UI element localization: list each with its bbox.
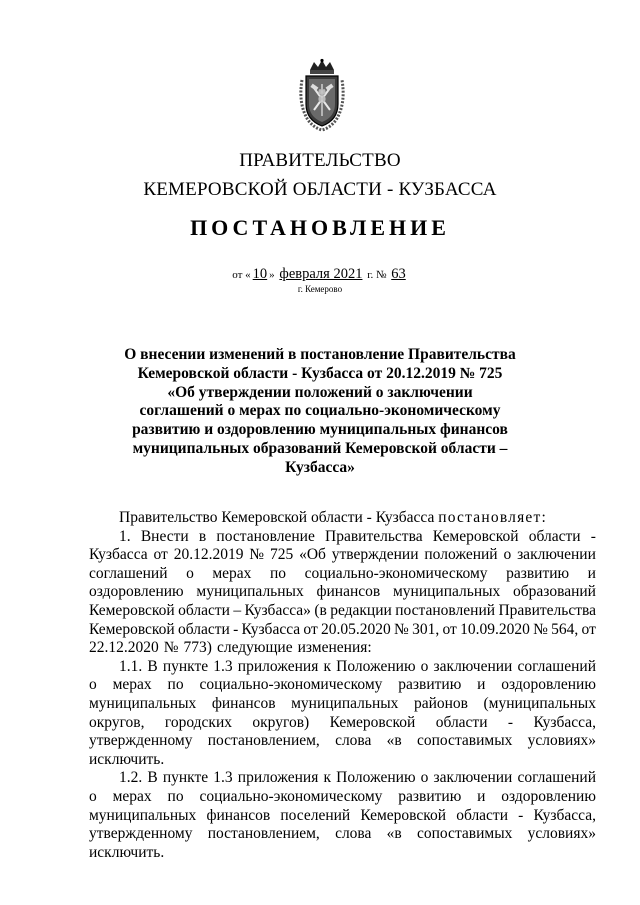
body-text-line [89, 621, 596, 640]
subject-line: Кузбасса» [285, 458, 355, 476]
body-word: социально-экономическому [304, 564, 488, 582]
body-word: № [533, 620, 548, 638]
body-word: утверждении [331, 546, 419, 564]
body-word: условиях» [527, 825, 596, 843]
body-word: - [233, 620, 239, 638]
body-word: по [167, 676, 184, 694]
body-word: соглашений [517, 769, 596, 787]
body-word: Кемеровской [329, 713, 416, 731]
body-text-line [89, 546, 596, 565]
body-text-line [89, 769, 596, 788]
body-word: пункте [162, 769, 209, 787]
document-type-title: ПОСТАНОВЛЕНИЕ [190, 215, 450, 240]
body-word: оздоровлению [501, 676, 596, 694]
body-word: области [435, 713, 488, 731]
date-quote-close: » [269, 269, 275, 281]
body-word: финансов [211, 694, 276, 712]
body-word: от [442, 620, 457, 638]
body-word: развитию [506, 564, 570, 582]
body-word: и [477, 787, 486, 805]
body-text-line [89, 825, 596, 844]
body-word: оздоровлению [501, 787, 596, 805]
body-word: Внести [140, 527, 189, 545]
subject-line: «Об утверждении положений о заключении [167, 383, 473, 401]
body-text-line [89, 639, 596, 658]
body-word: развитию [398, 787, 462, 805]
body-text-line [89, 528, 596, 547]
body-word: (муниципальных [483, 694, 596, 712]
body-word: - [590, 527, 596, 545]
body-word: заключении [433, 769, 513, 787]
body-word: в [198, 527, 207, 545]
body-word: № [249, 546, 265, 564]
body-word: Правительства [498, 601, 596, 619]
number-sign: № [375, 269, 387, 281]
body-word: 1.3 [213, 657, 233, 675]
body-text-line [89, 658, 596, 677]
body-word: Кузбасса, [533, 806, 596, 824]
body-word: постановлений [395, 601, 496, 619]
body-word: 1.2. [119, 769, 143, 787]
body-word: о [186, 564, 194, 582]
body-text-line [89, 565, 596, 584]
body-word: муниципальных [291, 694, 399, 712]
body-word: о [89, 676, 97, 694]
body-word: исключить. [89, 750, 165, 768]
body-word: о [503, 546, 512, 564]
body-word: округов) [252, 713, 310, 731]
body-word: городских [164, 713, 233, 731]
body-word: Кузбасса» [244, 601, 311, 619]
body-word: по [167, 787, 184, 805]
body-word: заключении [517, 546, 596, 564]
body-word: 20.12.2019 [173, 546, 244, 564]
subject-line: Кемеровской области - Кузбасса от 20.12.2019 № 725 [137, 364, 503, 382]
body-word: (в [314, 601, 327, 619]
body-word: муниципальных [196, 583, 304, 601]
body-word: редакции [330, 601, 392, 619]
body-word: сопоставимых [417, 732, 513, 750]
subject-line: развитию и оздоровлению муниципальных финансов [132, 421, 508, 439]
body-word: мерах [112, 676, 152, 694]
body-word: 10.09.2020 [460, 620, 530, 638]
intro-verb: постановляет: [438, 509, 547, 526]
body-word: о [89, 787, 97, 805]
body-word: Кемеровской [432, 527, 519, 545]
body-word: изменения: [297, 639, 372, 657]
body-word: Правительства [325, 527, 423, 545]
body-text-line [89, 714, 596, 733]
body-word: финансов [316, 583, 381, 601]
body-word: соглашений [517, 657, 596, 675]
body-word: области [178, 601, 230, 619]
document-subject [120, 346, 520, 478]
body-word: Кемеровской [360, 806, 447, 824]
body-word: районов [413, 694, 468, 712]
body-word: соглашений [89, 564, 168, 582]
body-word: 22.12.2020 [89, 639, 159, 657]
body-word: 20.05.2020 [321, 620, 391, 638]
body-word: приложения [237, 769, 319, 787]
date-day: 10 [252, 266, 268, 282]
body-text-line [89, 676, 596, 695]
coat-of-arms-emblem [296, 58, 348, 132]
body-word: области [456, 806, 509, 824]
body-word: утвержденному [89, 732, 193, 750]
body-word: постановлением, [207, 825, 320, 843]
subject-line: муниципальных образований Кемеровской области – [132, 439, 508, 457]
body-word: 1.3 [213, 769, 233, 787]
body-word: - [507, 713, 514, 731]
body-word: к [323, 657, 331, 675]
body-word: социально-экономическому [199, 787, 383, 805]
body-word: заключении [433, 657, 513, 675]
body-word: условиях» [527, 732, 596, 750]
body-text-line [89, 695, 596, 714]
body-word: области [177, 620, 230, 638]
body-word: «Об [299, 546, 326, 564]
body-text-line [89, 583, 596, 602]
document-body [89, 509, 596, 862]
body-word: о [420, 769, 429, 787]
body-word: от [153, 546, 168, 564]
body-word: приложения [237, 657, 319, 675]
body-word: пункте [162, 657, 209, 675]
body-text-line [89, 751, 596, 770]
body-word: и [587, 564, 596, 582]
body-text-line [89, 732, 596, 751]
government-title-line2: КЕМЕРОВСКОЙ ОБЛАСТИ - КУЗБАССА [143, 179, 497, 200]
body-word: 773) [183, 639, 212, 657]
document-number: 63 [391, 266, 406, 282]
body-word: - [518, 806, 524, 824]
body-word: мерах [212, 564, 252, 582]
government-title-line1: ПРАВИТЕЛЬСТВО [239, 150, 401, 171]
body-word: 1.1. [119, 657, 143, 675]
body-word: по [269, 564, 287, 582]
body-word: финансов [206, 806, 271, 824]
body-word: и [477, 676, 486, 694]
subject-line: соглашений о мерах по социально-экономическому [139, 402, 501, 420]
body-word: постановлением, [207, 732, 320, 750]
body-word: мерах [112, 787, 152, 805]
body-word: – [233, 601, 242, 619]
body-word: утвержденному [89, 825, 193, 843]
body-word: от [581, 620, 596, 638]
body-word: следующие [216, 639, 293, 657]
body-word: к [323, 769, 331, 787]
body-word: № [394, 620, 409, 638]
body-word: сопоставимых [417, 825, 513, 843]
intro-text: Правительство Кемеровской области - Кузбасса [119, 509, 439, 526]
body-word: поселений [280, 806, 351, 824]
body-word: слова [335, 825, 372, 843]
date-prefix: от « [232, 269, 251, 281]
body-word: 301, [412, 620, 440, 638]
body-word: муниципальных [89, 694, 197, 712]
body-text-line [89, 788, 596, 807]
body-word: В [147, 769, 158, 787]
body-word: социально-экономическому [199, 676, 383, 694]
subject-line: О внесении изменений в постановление Правительства [124, 346, 516, 363]
body-word: 564, [551, 620, 579, 638]
body-word: Положению [336, 769, 416, 787]
body-text-line [89, 807, 596, 826]
body-word: слова [335, 732, 372, 750]
body-word: муниципальных [89, 806, 197, 824]
body-word: 1. [119, 527, 131, 545]
city-label: г. Кемерово [297, 284, 343, 294]
body-word: области [528, 527, 581, 545]
body-word: В [147, 657, 158, 675]
body-word: № [163, 639, 179, 657]
body-word: о [420, 657, 429, 675]
body-word: Кузбасса, [533, 713, 596, 731]
body-word: Кемеровской [89, 601, 175, 619]
body-word: развитию [398, 676, 462, 694]
body-word: от [303, 620, 318, 638]
body-word: Положению [336, 657, 416, 675]
body-text-line [89, 602, 596, 621]
body-word: «в [386, 825, 402, 843]
intro-line [89, 509, 596, 528]
body-word: оздоровлению [89, 583, 184, 601]
body-word: положений [424, 546, 498, 564]
body-word: округов, [89, 713, 145, 731]
date-number-line [0, 266, 640, 283]
body-text-line [89, 844, 596, 863]
body-word: 725 [269, 546, 294, 564]
date-month-year: февраля 2021 [279, 266, 363, 282]
body-word: Кемеровской [89, 620, 175, 638]
body-word: «в [386, 732, 402, 750]
body-word: Кузбасса [241, 620, 301, 638]
body-word: постановление [216, 527, 315, 545]
body-word: образований [513, 583, 596, 601]
body-word: Кузбасса [89, 546, 148, 564]
body-word: муниципальных [392, 583, 501, 601]
body-word: исключить. [89, 843, 165, 861]
date-year-suffix: г. [367, 269, 374, 281]
